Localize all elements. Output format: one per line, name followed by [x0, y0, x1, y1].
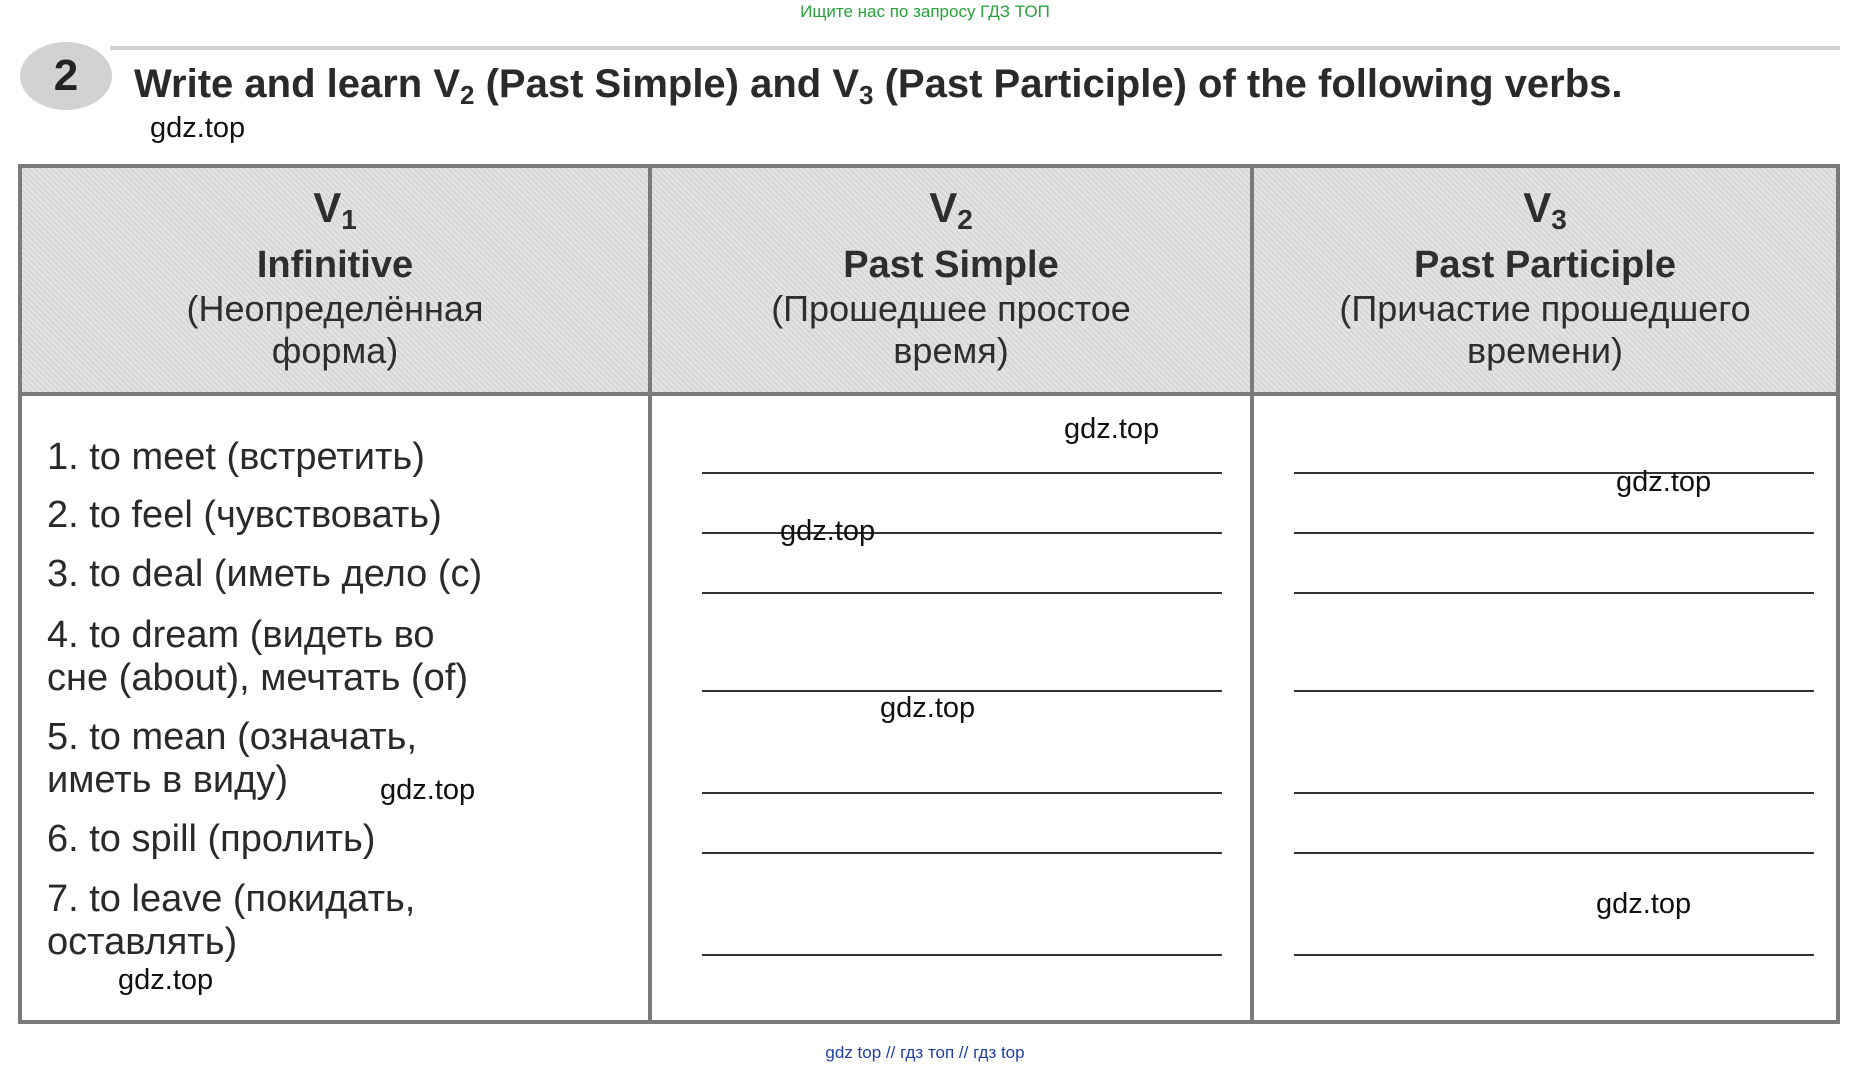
v3-russian-2: времени) — [1467, 330, 1623, 371]
v3-english: Past Participle — [1414, 244, 1676, 286]
answer-line-v3-3[interactable] — [1294, 592, 1814, 594]
verb-row-5: 5. to mean (означать, иметь в виду) — [47, 716, 418, 801]
header-v2 — [652, 186, 1250, 372]
v2-english: Past Simple — [843, 244, 1059, 286]
answer-line-v3-2[interactable] — [1294, 532, 1814, 534]
answer-line-v3-4[interactable] — [1294, 690, 1814, 692]
v3-russian-1: (Причастие прошедшего — [1339, 288, 1751, 329]
watermark: gdz.top — [150, 112, 246, 144]
answer-line-v2-3[interactable] — [702, 592, 1222, 594]
verb-row-2: 2. to feel (чувствовать) — [47, 494, 442, 536]
verb-row-7: 7. to leave (покидать, оставлять) — [47, 878, 416, 963]
header-rule — [110, 46, 1840, 50]
watermark: gdz.top — [1616, 466, 1712, 498]
task-title: Write and learn $V_2$ (Past Simple) and $V_3$ (Past Participle) of the following verbs. — [134, 62, 1623, 110]
v2-label: $V_2$ — [929, 184, 973, 235]
header-v1 — [22, 186, 648, 372]
answer-line-v3-7[interactable] — [1294, 954, 1814, 956]
verb-row-1: 1. to meet (встретить) — [47, 436, 425, 478]
answer-line-v3-5[interactable] — [1294, 792, 1814, 794]
top-banner[interactable]: Ищите нас по запросу ГДЗ ТОП — [800, 2, 1050, 21]
v1-russian-1: (Неопределённая — [186, 288, 484, 329]
header-v3 — [1254, 186, 1836, 372]
answer-line-v2-1[interactable] — [702, 472, 1222, 474]
verb-table — [18, 164, 1840, 1024]
task-number-badge — [20, 42, 112, 110]
verb-row-3: 3. to deal (иметь дело (с) — [47, 553, 483, 595]
watermark: gdz.top — [880, 692, 976, 724]
answer-line-v3-1[interactable] — [1294, 472, 1814, 474]
v1-label: $V_1$ — [313, 184, 357, 235]
answer-line-v2-6[interactable] — [702, 852, 1222, 854]
v2-russian-1: (Прошедшее простое — [771, 288, 1131, 329]
verb-row-4: 4. to dream (видеть во сне (about), мечтать (of) — [47, 614, 469, 699]
v1-russian-2: форма) — [271, 330, 399, 371]
watermark: gdz.top — [118, 964, 214, 996]
v3-label: $V_3$ — [1523, 184, 1567, 235]
watermark: gdz.top — [380, 774, 476, 806]
verb-row-6: 6. to spill (пролить) — [47, 818, 376, 860]
task-number: 2 — [53, 51, 79, 100]
answer-line-v3-6[interactable] — [1294, 852, 1814, 854]
watermark: gdz.top — [780, 515, 876, 547]
v2-russian-2: время) — [893, 330, 1009, 371]
watermark: gdz.top — [1596, 888, 1692, 920]
answer-line-v2-7[interactable] — [702, 954, 1222, 956]
footer-links[interactable]: gdz top // гдз топ // гдз top — [825, 1043, 1025, 1062]
answer-line-v2-5[interactable] — [702, 792, 1222, 794]
v1-english: Infinitive — [256, 244, 414, 286]
watermark: gdz.top — [1064, 413, 1160, 445]
